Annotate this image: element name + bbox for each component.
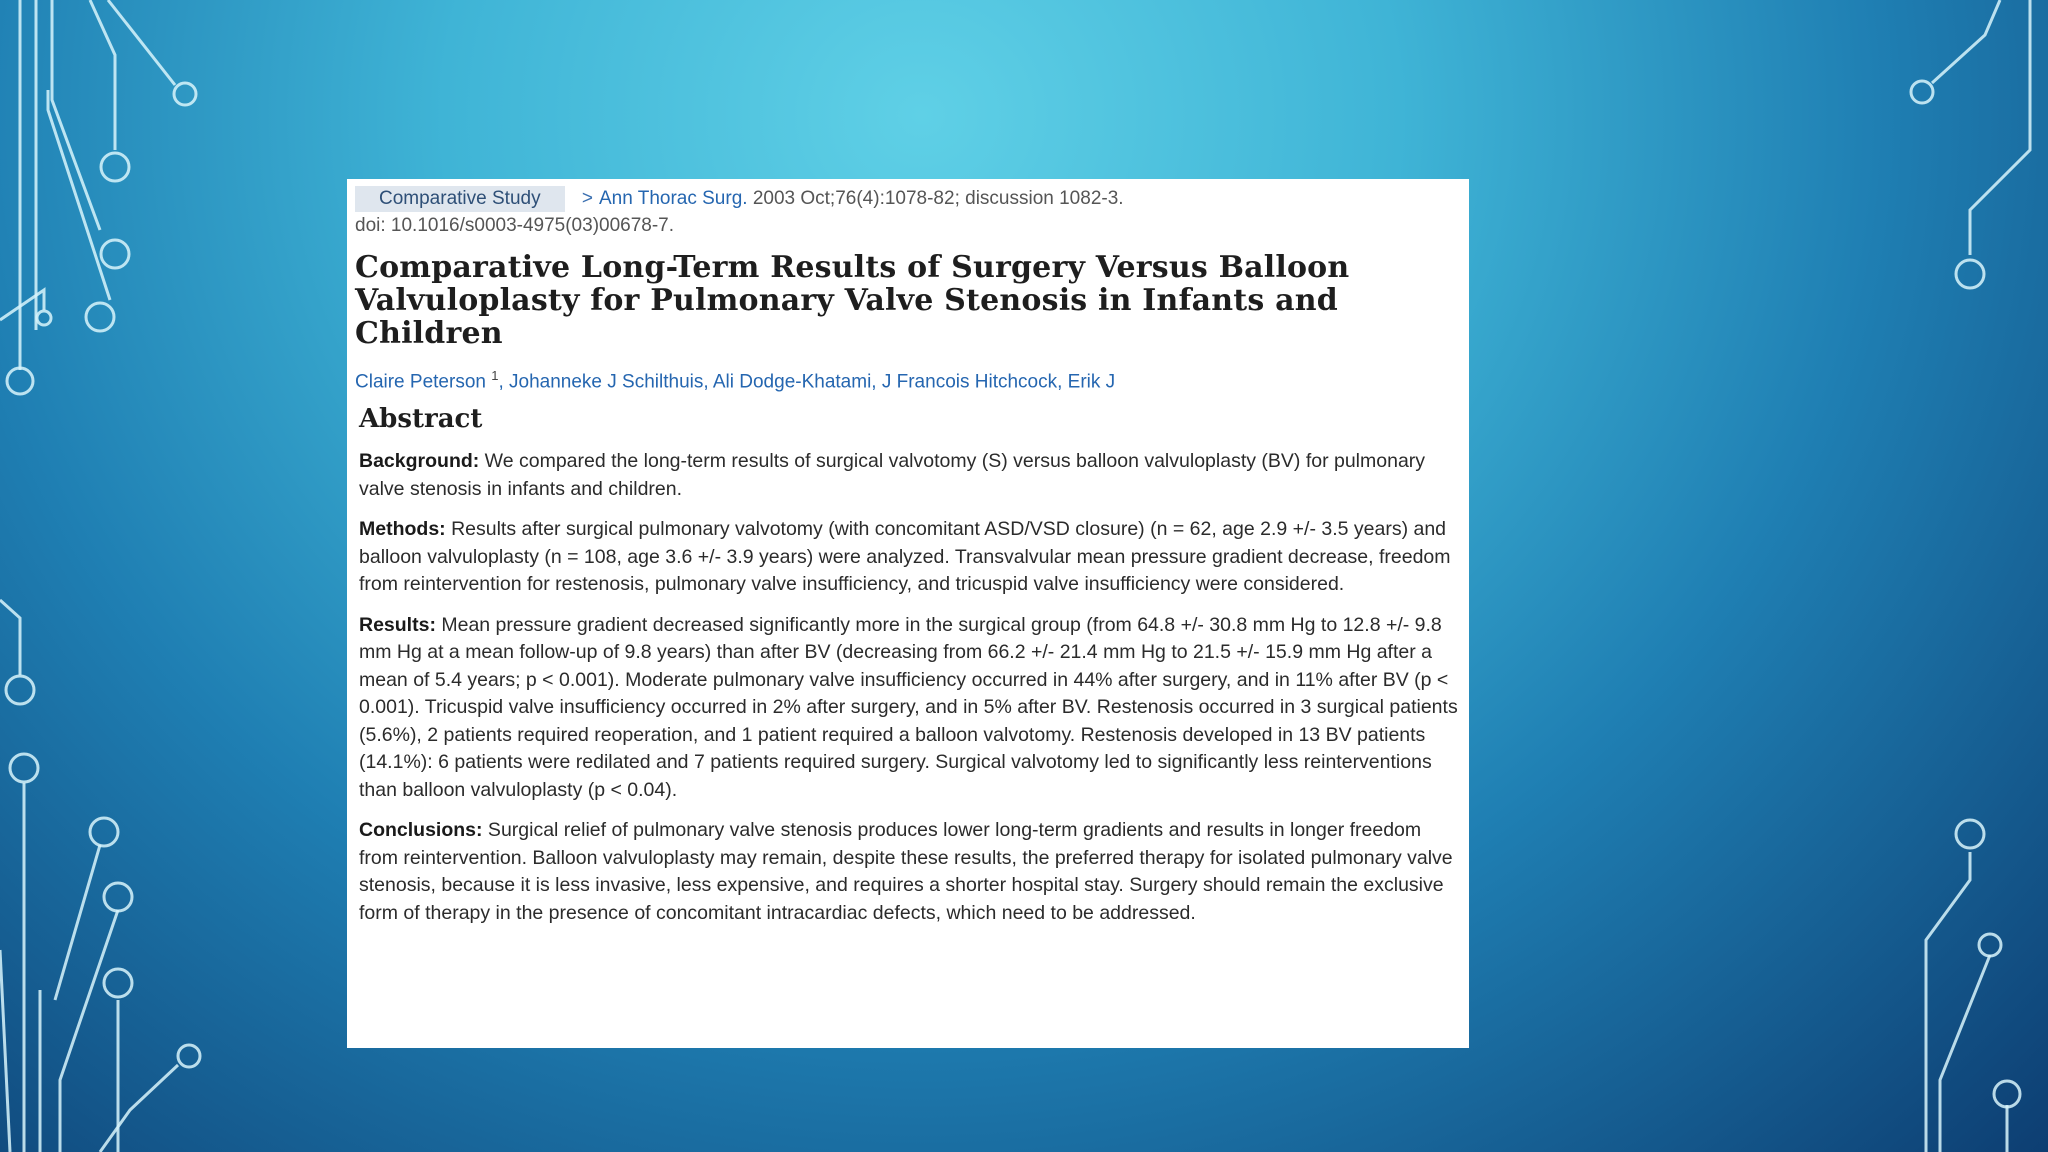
abstract-card: [347, 179, 1469, 1048]
citation-details: 2003 Oct;76(4):1078-82; discussion 1082-3.: [747, 188, 1124, 209]
chevron-right-icon: >: [581, 188, 593, 209]
section-text-results: Mean pressure gradient decreased significantly more in the surgical group (from 64.8 +/- 30.8 mm Hg to 12.8 +/- 9.8 mm Hg at a mean follow-up of 9.8 years) than after BV (decreasing from 66.2 +/- 21.4 mm Hg to 21.5 +/- 15.9 mm Hg after a mean of 5.4 years; p < 0.001). Moderate pulmonary valve insufficiency occurred in 44% after surgery, and in 11% after BV (p < 0.001). Tricuspid valve insufficiency occurred in 2% after surgery, and in 5% after BV. Restenosis occurred in 3 surgical patients (5.6%), 2 patients required reoperation, and 1 patient required a balloon valvotomy. Restenosis developed in 13 BV patients (14.1%): 6 patients were redilated and 7 patients required surgery. Surgical valvotomy led to significantly less reinterventions than balloon valvuloplasty (p < 0.04).: [359, 613, 1458, 801]
study-type-badge[interactable]: Comparative Study: [355, 186, 565, 212]
journal-link[interactable]: Ann Thorac Surg.: [598, 188, 748, 209]
citation-line: [355, 185, 1461, 212]
abstract-conclusions: [359, 817, 1461, 927]
section-label-conclusions: Conclusions:: [359, 819, 483, 842]
article-title: Comparative Long-Term Results of Surgery Versus Balloon Valvuloplasty for Pulmonary Valve Stenosis in Infants and Children: [355, 250, 1350, 351]
section-text-background: We compared the long-term results of surgical valvotomy (S) versus balloon valvuloplasty (BV) for pulmonary valve stenosis in infants and children.: [359, 450, 1426, 500]
section-label-methods: Methods:: [359, 518, 446, 541]
author-links-rest[interactable]: , Johanneke J Schilthuis, Ali Dodge-Khatami, J Francois Hitchcock, Erik J: [498, 371, 1116, 393]
section-label-results: Results:: [359, 613, 436, 636]
abstract-heading: Abstract: [359, 404, 483, 435]
section-label-background: Background:: [359, 450, 480, 473]
doi-line: doi: 10.1016/s0003-4975(03)00678-7.: [355, 215, 675, 236]
abstract-results: [359, 612, 1461, 805]
section-text-methods: Results after surgical pulmonary valvotomy (with concomitant ASD/VSD closure) (n = 62, age 2.9 +/- 3.5 years) and balloon valvuloplasty (n = 108, age 3.6 +/- 3.9 years) were analyzed. Transvalvular mean pressure gradient decrease, freedom from reintervention for restenosis, pulmonary valve insufficiency, and tricuspid valve insufficiency were considered.: [359, 518, 1451, 596]
abstract-background: [359, 448, 1461, 503]
abstract-methods: [359, 516, 1461, 599]
author-link-first[interactable]: Claire Peterson: [355, 371, 486, 393]
author-list: [355, 364, 1461, 394]
section-text-conclusions: Surgical relief of pulmonary valve stenosis produces lower long-term gradients and results in longer freedom from reintervention. Balloon valvuloplasty may remain, despite these results, the preferred therapy for isolated pulmonary valve stenosis, because it is less invasive, less expensive, and requires a shorter hospital stay. Surgery should remain the exclusive form of therapy in the presence of concomitant intracardiac defects, which need to be addressed.: [359, 819, 1453, 924]
affiliation-marker[interactable]: 1: [491, 368, 499, 383]
